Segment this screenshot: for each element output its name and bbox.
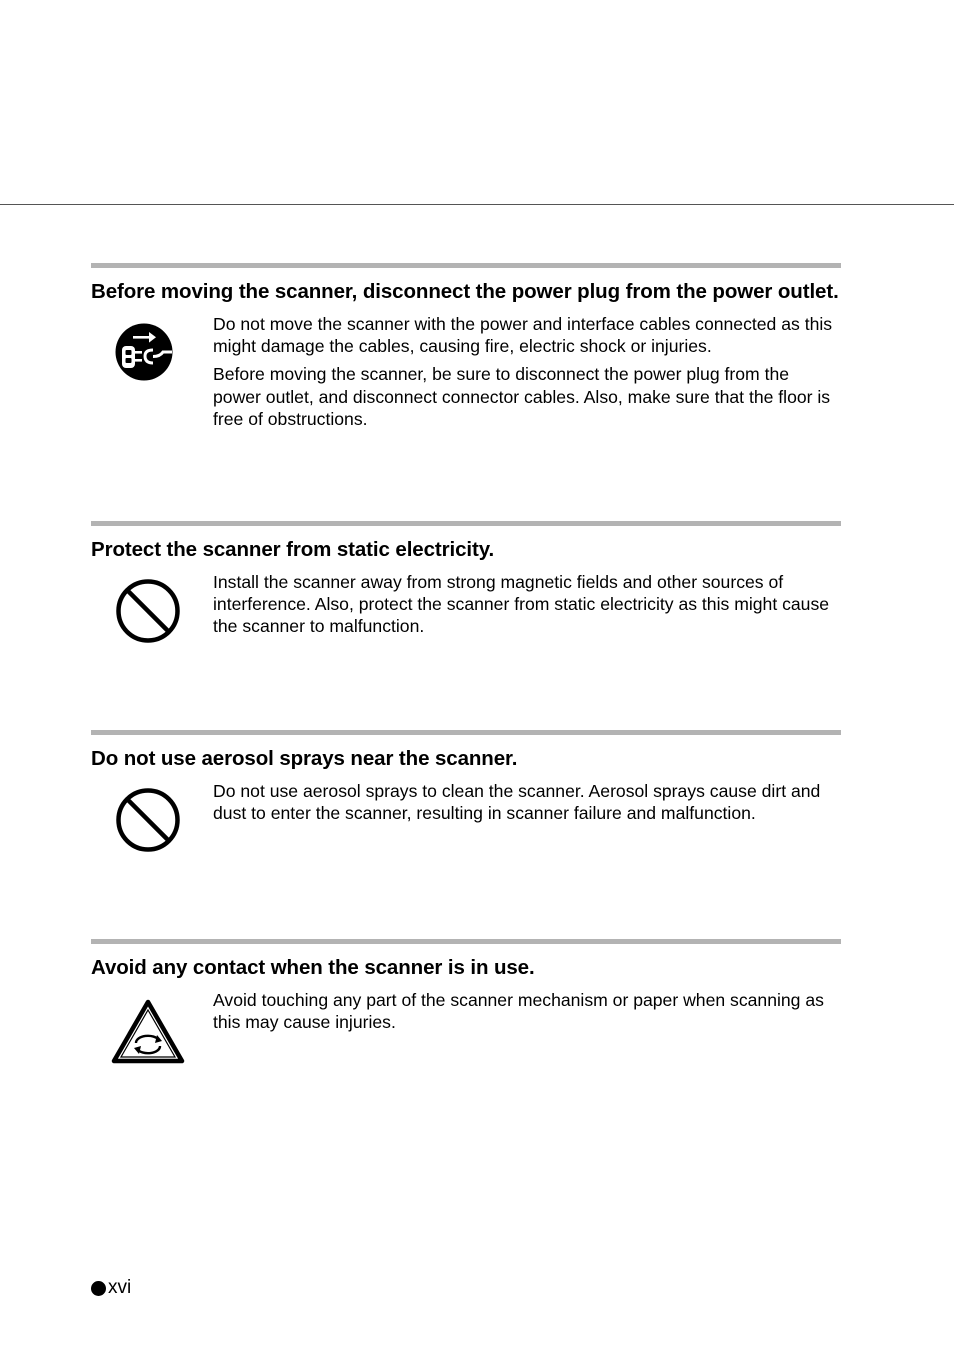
paragraph: Avoid touching any part of the scanner mechanism or paper when scanning as this may cause injuries. — [213, 990, 824, 1033]
bullet-icon — [91, 1281, 106, 1296]
section-heading: Do not use aerosol sprays near the scanner. — [91, 747, 518, 770]
caution-section-contact — [91, 939, 841, 1039]
section-rule — [91, 730, 841, 735]
paragraph: Install the scanner away from strong magnetic fields and other sources of interference. Also, protect the scanner from static electricity as this might cause the scanner to malfunction. — [213, 572, 830, 637]
caution-section-unplug — [91, 263, 841, 436]
page-number-text: xvi — [108, 1277, 132, 1298]
page-number — [91, 1276, 131, 1300]
section-heading: Avoid any contact when the scanner is in use. — [91, 956, 535, 979]
paragraph: Do not use aerosol sprays to clean the scanner. Aerosol sprays cause dirt and dust to enter the scanner, resulting in scanner failure and malfunction. — [213, 781, 821, 824]
section-heading: Before moving the scanner, disconnect the power plug from the power outlet. — [91, 280, 839, 303]
prohibited-icon — [115, 787, 181, 858]
rotating-parts-warning-icon — [111, 999, 185, 1070]
prohibited-icon — [115, 578, 181, 649]
section-body — [91, 989, 841, 1033]
section-rule — [91, 263, 841, 268]
section-heading: Protect the scanner from static electricity. — [91, 538, 495, 561]
paragraph: Do not move the scanner with the power and interface cables connected as this might damage the cables, causing fire, electric shock or injuries. — [213, 314, 833, 357]
unplug-icon — [115, 323, 173, 386]
section-body — [91, 313, 841, 430]
section-text — [213, 989, 841, 1033]
section-text — [213, 780, 841, 824]
section-rule — [91, 939, 841, 944]
header-rule — [0, 204, 954, 205]
section-text — [213, 313, 841, 430]
caution-section-static — [91, 521, 841, 644]
section-text — [213, 571, 841, 638]
section-body — [91, 780, 841, 824]
caution-section-aerosol — [91, 730, 841, 830]
section-rule — [91, 521, 841, 526]
paragraph: Before moving the scanner, be sure to disconnect the power plug from the power outlet, and disconnect connector cables. Also, make sure that the floor is free of obstructions. — [213, 364, 831, 429]
section-body — [91, 571, 841, 638]
